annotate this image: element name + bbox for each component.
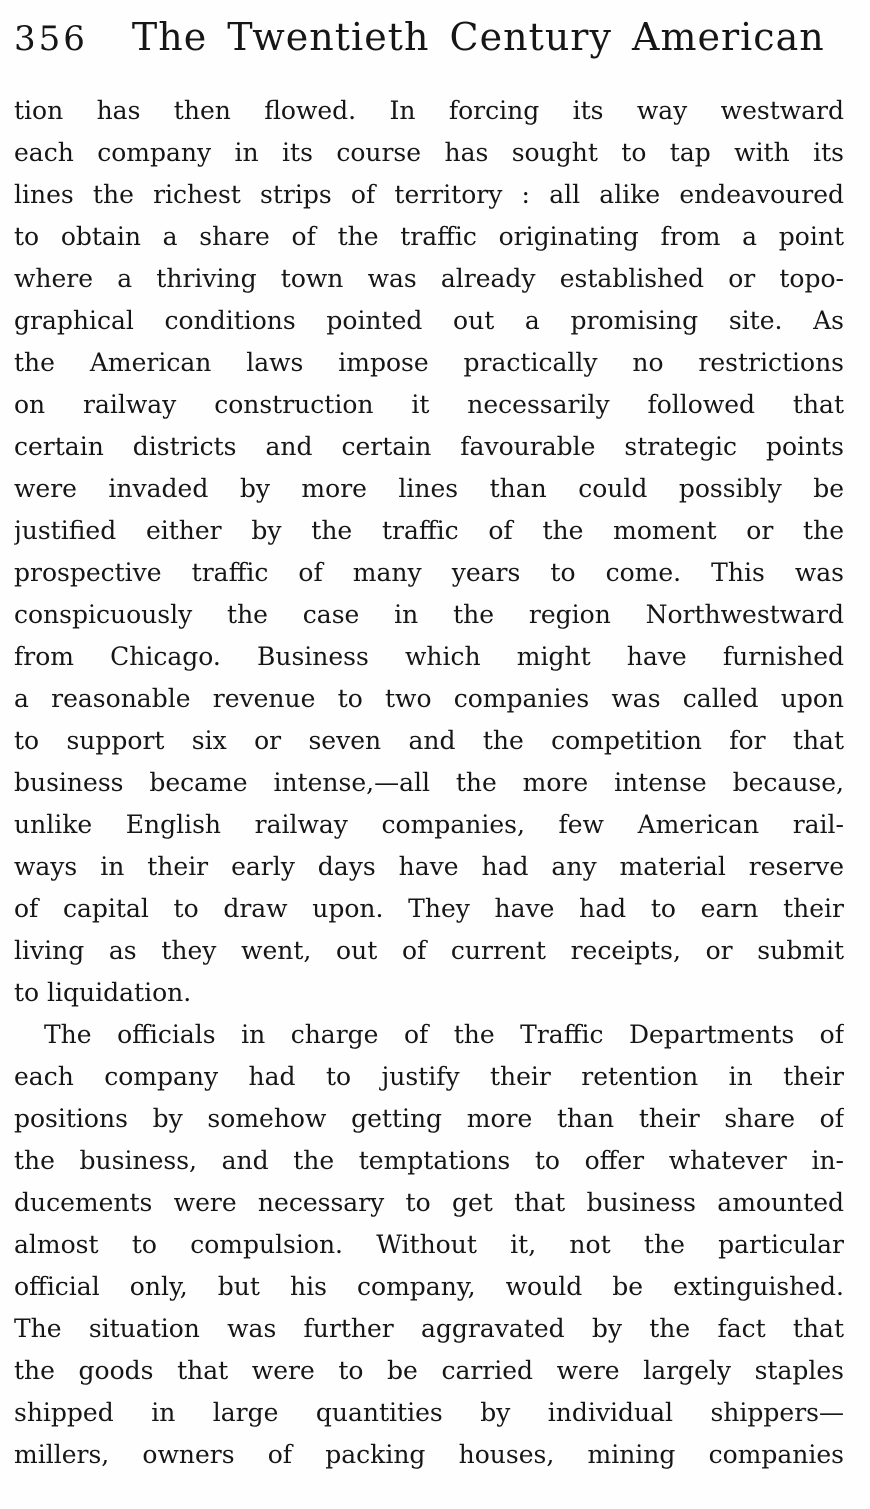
text-line: tion has then flowed. In forcing its way westward (14, 96, 844, 125)
text-line: to obtain a share of the traffic originating from a point (14, 222, 844, 251)
text-line: the goods that were to be carried were largely staples (14, 1356, 844, 1385)
text-line: each company in its course has sought to tap with its (14, 138, 844, 167)
page-header (0, 0, 870, 66)
text-line: the American laws impose practically no restrictions (14, 348, 844, 377)
text-line: positions by somehow getting more than their share of (14, 1104, 844, 1133)
text-line: millers, owners of packing houses, mining companies (14, 1440, 844, 1469)
text-line: The officials in charge of the Traffic Departments of (44, 1020, 844, 1049)
page-body (0, 66, 870, 1476)
text-line: each company had to justify their retention in their (14, 1062, 844, 1091)
text-line: to support six or seven and the competition for that (14, 726, 844, 755)
text-line: graphical conditions pointed out a promising site. As (14, 306, 844, 335)
text-line: living as they went, out of current receipts, or submit (14, 936, 844, 965)
text-line: on railway construction it necessarily followed that (14, 390, 844, 419)
text-line: unlike English railway companies, few American rail- (14, 810, 844, 839)
page-title: The Twentieth Century American (131, 15, 825, 59)
text-line: a reasonable revenue to two companies was called upon (14, 684, 844, 713)
text-line: the business, and the temptations to offer whatever in- (14, 1146, 844, 1175)
text-line: ways in their early days have had any material reserve (14, 852, 844, 881)
text-line: certain districts and certain favourable strategic points (14, 432, 844, 461)
text-line: from Chicago. Business which might have furnished (14, 642, 844, 671)
text-line: conspicuously the case in the region Northwestward (14, 600, 844, 629)
text-line: where a thriving town was already established or topo- (14, 264, 844, 293)
text-line: business became intense,—all the more intense because, (14, 768, 844, 797)
text-line: almost to compulsion. Without it, not the particular (14, 1230, 844, 1259)
text-line: were invaded by more lines than could possibly be (14, 474, 844, 503)
text-line: ducements were necessary to get that business amounted (14, 1188, 844, 1217)
text-line: prospective traffic of many years to come. This was (14, 558, 844, 587)
text-line: justified either by the traffic of the moment or the (14, 516, 844, 545)
text-line: to liquidation. (14, 978, 192, 1007)
text-line: of capital to draw upon. They have had to earn their (14, 894, 844, 923)
text-line: shipped in large quantities by individual shippers— (14, 1398, 844, 1427)
page-number: 356 (14, 19, 88, 59)
text-line: lines the richest strips of territory : all alike endeavoured (14, 180, 844, 209)
text-line: official only, but his company, would be extinguished. (14, 1272, 844, 1301)
text-line: The situation was further aggravated by the fact that (14, 1314, 844, 1343)
